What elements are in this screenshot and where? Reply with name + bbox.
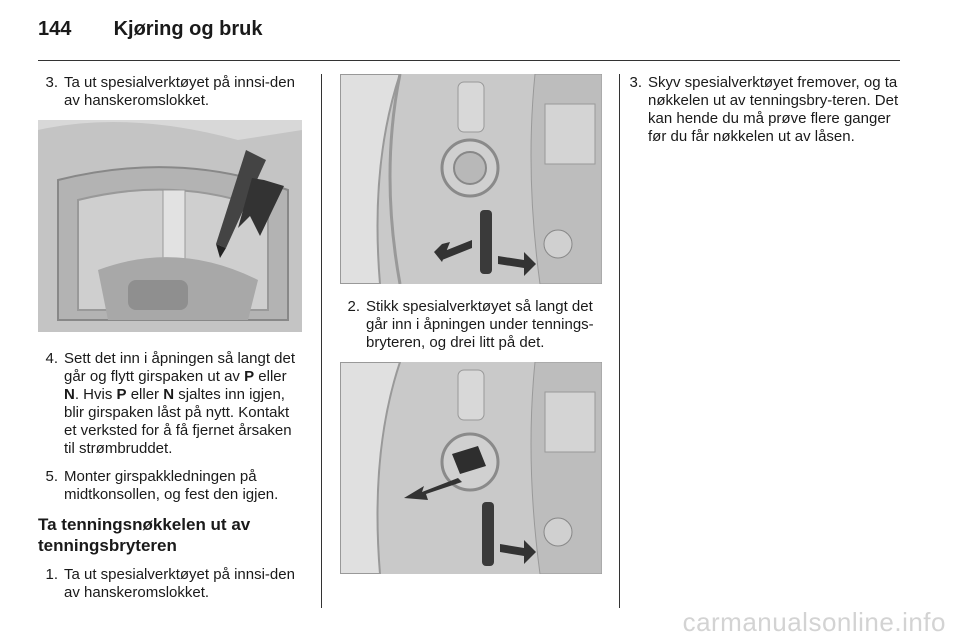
- step-number: 5.: [45, 468, 58, 485]
- step-3-push-tool: [622, 74, 902, 146]
- column-3: [622, 74, 902, 156]
- step-text: Sett det inn i åpningen så langt det går og flytt girspaken ut av P eller N. Hvis P eller N sjaltes inn igjen, blir girspaken låst på nytt. Kontakt et verksted for å få fjernet årsaken til strømbruddet.: [64, 350, 296, 457]
- page-title: Kjøring og bruk: [113, 18, 263, 40]
- column-1: [38, 74, 302, 612]
- column-divider-1: [321, 74, 322, 608]
- step-text: Stikk spesialverktøyet så langt det går inn i åpningen under tennings-bryteren, og drei litt på det.: [366, 298, 594, 351]
- step-4-insert-tool: [38, 350, 302, 458]
- illustration-tool-under-ignition: [340, 74, 602, 284]
- step-number: 3.: [45, 74, 58, 91]
- column-2: [340, 74, 602, 574]
- step-1-remove-tool: [38, 566, 302, 602]
- step-text: Ta ut spesialverktøyet på innsi-den av hanskeromslokket.: [64, 74, 295, 109]
- step-text: Monter girspakkledningen på midtkonsollen, og fest den igjen.: [64, 468, 279, 503]
- step-3-remove-tool: [38, 74, 302, 110]
- illustration-key-removal: [340, 362, 602, 574]
- page-header: [38, 18, 262, 41]
- header-rule: [38, 60, 900, 61]
- step-text: Skyv spesialverktøyet fremover, og ta nøkkelen ut av tenningsbry-teren. Det kan hende du må prøve flere ganger før du får nøkkelen ut av låsen.: [648, 74, 899, 145]
- column-divider-2: [619, 74, 620, 608]
- gear-n-label: N: [64, 386, 75, 403]
- step-number: 4.: [45, 350, 58, 367]
- gear-p-label: P: [116, 386, 127, 403]
- illustration-gear-shift-release: [38, 120, 302, 332]
- watermark: carmanualsonline.info: [682, 607, 946, 637]
- step-text: Ta ut spesialverktøyet på innsi-den av hanskeromslokket.: [64, 566, 295, 601]
- step-number: 1.: [45, 566, 58, 583]
- step-number: 3.: [629, 74, 642, 91]
- gear-p-label: P: [244, 368, 255, 385]
- section-heading: Ta tenningsnøkkelen ut av tenningsbryteren: [38, 515, 251, 555]
- gear-n-label: N: [163, 386, 175, 403]
- page-number: 144: [38, 18, 72, 40]
- step-5-refit-cover: [38, 468, 302, 504]
- step-number: 2.: [347, 298, 360, 315]
- step-2-insert-tool: [340, 298, 602, 352]
